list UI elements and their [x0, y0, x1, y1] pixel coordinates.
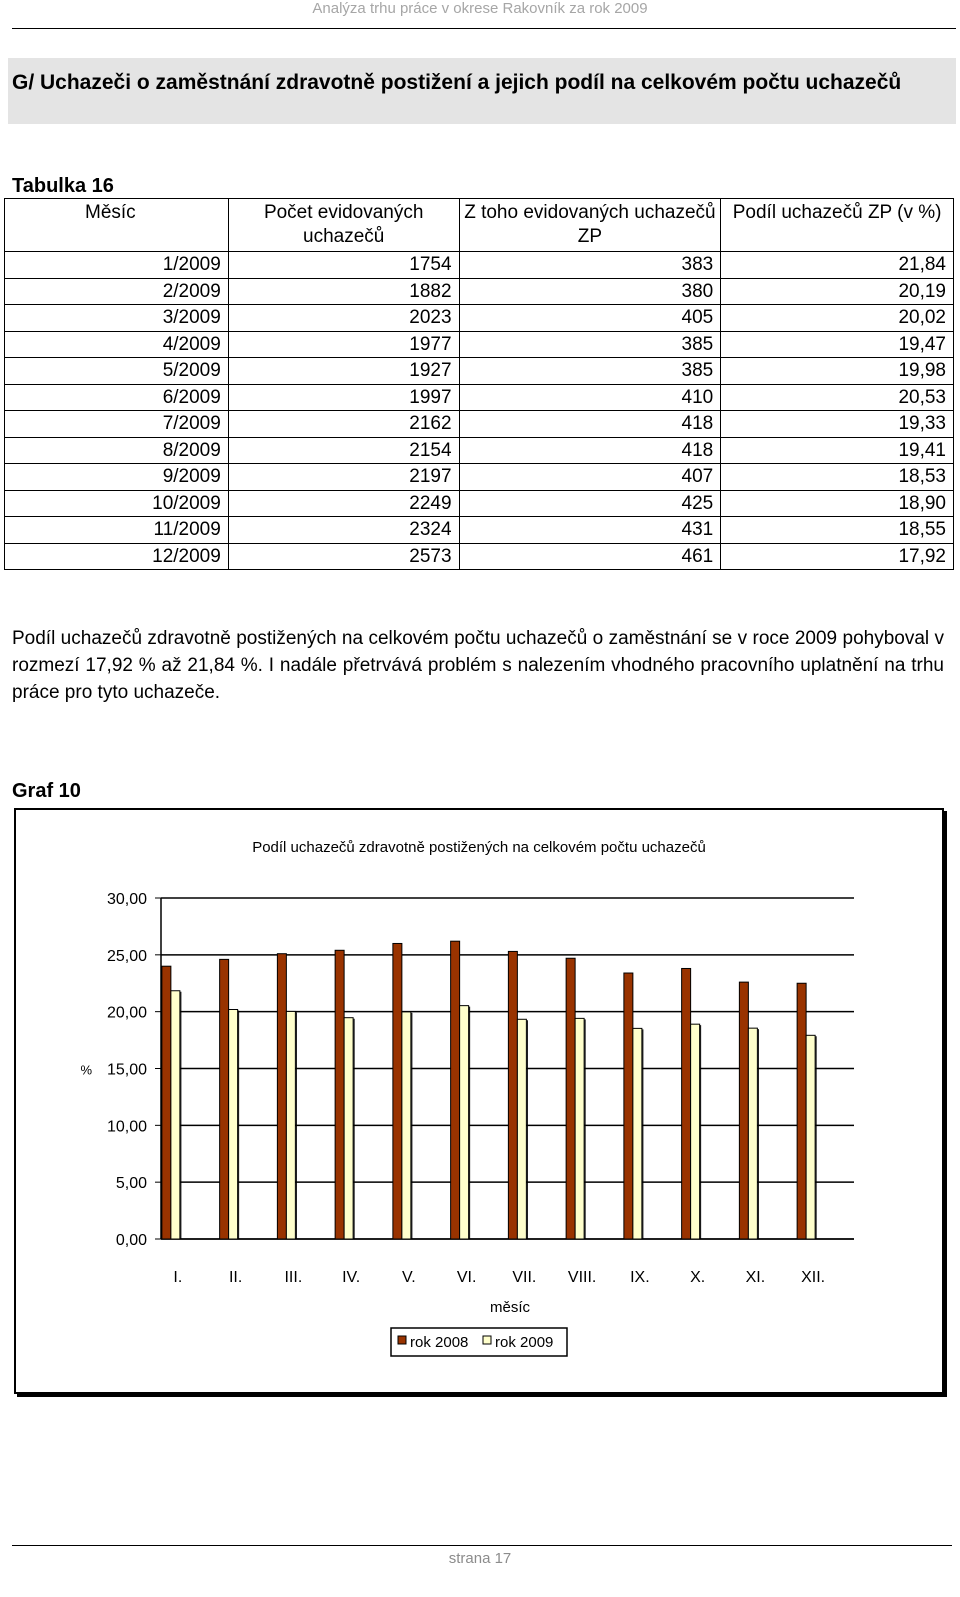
- bar-2008: [739, 982, 748, 1239]
- cell-zp: 405: [459, 305, 721, 332]
- x-tick-label: V.: [402, 1269, 416, 1286]
- bar-2009: [460, 1006, 469, 1239]
- cell-month: 12/2009: [5, 543, 229, 570]
- table-row: [5, 437, 954, 464]
- cell-share: 18,90: [721, 490, 954, 517]
- cell-registered: 1927: [228, 358, 459, 385]
- bar-2008: [508, 951, 517, 1239]
- bar-2009: [229, 1010, 238, 1239]
- bar-2009: [171, 991, 180, 1239]
- cell-zp: 385: [459, 331, 721, 358]
- cell-month: 9/2009: [5, 464, 229, 491]
- bar-2008: [682, 968, 691, 1239]
- legend-label: rok 2008: [410, 1334, 469, 1351]
- x-tick-label: IX.: [630, 1269, 650, 1286]
- bar-2008: [220, 959, 229, 1239]
- cell-share: 20,19: [721, 278, 954, 305]
- cell-share: 19,41: [721, 437, 954, 464]
- cell-zp: 425: [459, 490, 721, 517]
- x-tick-label: XII.: [801, 1269, 826, 1286]
- table-row: [5, 517, 954, 544]
- cell-registered: 2573: [228, 543, 459, 570]
- bar-chart: [16, 810, 942, 1392]
- table-row: [5, 278, 954, 305]
- table-row: [5, 331, 954, 358]
- x-tick-label: XI.: [745, 1269, 766, 1286]
- column-header-share: Podíl uchazečů ZP (v %): [721, 199, 954, 252]
- data-table: [4, 198, 954, 570]
- y-tick-label: 25,00: [106, 947, 147, 965]
- table-row: [5, 358, 954, 385]
- y-tick-label: 10,00: [106, 1118, 147, 1136]
- bar-2008: [451, 941, 460, 1239]
- table-row: [5, 543, 954, 570]
- table-caption: Tabulka 16: [12, 175, 114, 197]
- chart-caption: Graf 10: [12, 780, 81, 802]
- page-number: strana 17: [448, 1550, 512, 1567]
- cell-zp: 407: [459, 464, 721, 491]
- x-tick-label: III.: [284, 1269, 303, 1286]
- bar-2009: [517, 1019, 526, 1239]
- table-row: [5, 305, 954, 332]
- table-row: [5, 490, 954, 517]
- table-row: [5, 252, 954, 279]
- cell-zp: 380: [459, 278, 721, 305]
- table-row: [5, 464, 954, 491]
- cell-month: 1/2009: [5, 252, 229, 279]
- table-header-row: [5, 199, 954, 252]
- cell-month: 2/2009: [5, 278, 229, 305]
- bar-2008: [277, 954, 286, 1239]
- cell-registered: 1754: [228, 252, 459, 279]
- body-paragraph: Podíl uchazečů zdravotně postižených na celkovém počtu uchazečů o zaměstnání se v roce 2009 pohyboval v rozmezí 17,92 % až 21,84 %. I nadále přetrvává problém s nalezením vhodného pracovního uplatnění na trhu práce pro tyto uchazeče.: [12, 628, 944, 703]
- column-header-registered: Počet evidovaných uchazečů: [228, 199, 459, 252]
- cell-zp: 418: [459, 411, 721, 438]
- cell-zp: 461: [459, 543, 721, 570]
- bar-2009: [402, 1012, 411, 1239]
- table-row: [5, 384, 954, 411]
- cell-month: 4/2009: [5, 331, 229, 358]
- column-header-month: Měsíc: [5, 199, 229, 252]
- cell-zp: 410: [459, 384, 721, 411]
- x-axis-label: měsíc: [489, 1299, 531, 1316]
- section-title: G/ Uchazeči o zaměstnání zdravotně postižení a jejich podíl na celkovém počtu uchazečů: [12, 71, 902, 94]
- cell-share: 19,98: [721, 358, 954, 385]
- cell-share: 17,92: [721, 543, 954, 570]
- y-tick-label: 15,00: [106, 1061, 147, 1079]
- bar-2008: [566, 958, 575, 1239]
- table-row: [5, 411, 954, 438]
- cell-registered: 2023: [228, 305, 459, 332]
- cell-registered: 2324: [228, 517, 459, 544]
- y-tick-label: 30,00: [106, 891, 147, 908]
- bar-2008: [393, 943, 402, 1239]
- x-tick-label: VII.: [512, 1269, 537, 1286]
- cell-registered: 2162: [228, 411, 459, 438]
- chart-frame: [14, 808, 944, 1394]
- x-tick-label: VIII.: [567, 1269, 597, 1286]
- cell-share: 21,84: [721, 252, 954, 279]
- cell-share: 18,55: [721, 517, 954, 544]
- cell-zp: 383: [459, 252, 721, 279]
- bar-2009: [344, 1018, 353, 1239]
- cell-share: 20,53: [721, 384, 954, 411]
- y-axis-label: %: [80, 1062, 92, 1078]
- legend-swatch: [483, 1336, 491, 1344]
- chart-title: Podíl uchazečů zdravotně postižených na celkovém počtu uchazečů: [252, 839, 706, 856]
- cell-month: 10/2009: [5, 490, 229, 517]
- bar-2009: [286, 1011, 295, 1239]
- y-tick-label: 5,00: [115, 1175, 147, 1193]
- y-tick-label: 0,00: [115, 1232, 147, 1249]
- cell-month: 6/2009: [5, 384, 229, 411]
- cell-zp: 418: [459, 437, 721, 464]
- bar-2009: [748, 1028, 757, 1239]
- bar-2009: [806, 1035, 815, 1239]
- header-rule: [12, 28, 956, 29]
- cell-registered: 1882: [228, 278, 459, 305]
- x-tick-label: IV.: [342, 1269, 361, 1286]
- cell-registered: 2154: [228, 437, 459, 464]
- cell-registered: 2249: [228, 490, 459, 517]
- cell-share: 19,47: [721, 331, 954, 358]
- cell-share: 19,33: [721, 411, 954, 438]
- x-tick-label: I.: [173, 1269, 183, 1286]
- legend-label: rok 2009: [495, 1334, 554, 1351]
- bar-2008: [335, 950, 344, 1239]
- cell-zp: 385: [459, 358, 721, 385]
- x-tick-label: VI.: [456, 1269, 477, 1286]
- cell-share: 20,02: [721, 305, 954, 332]
- cell-registered: 1997: [228, 384, 459, 411]
- cell-month: 7/2009: [5, 411, 229, 438]
- cell-share: 18,53: [721, 464, 954, 491]
- bar-2009: [575, 1018, 584, 1239]
- cell-month: 5/2009: [5, 358, 229, 385]
- x-tick-label: X.: [690, 1269, 706, 1286]
- cell-zp: 431: [459, 517, 721, 544]
- cell-month: 3/2009: [5, 305, 229, 332]
- cell-registered: 2197: [228, 464, 459, 491]
- bar-2008: [162, 966, 171, 1239]
- bar-2008: [624, 973, 633, 1239]
- y-tick-label: 20,00: [106, 1004, 147, 1022]
- cell-registered: 1977: [228, 331, 459, 358]
- bar-2009: [691, 1024, 700, 1239]
- cell-month: 11/2009: [5, 517, 229, 544]
- running-header: Analýza trhu práce v okrese Rakovník za rok 2009: [312, 0, 648, 17]
- cell-month: 8/2009: [5, 437, 229, 464]
- bar-2008: [797, 983, 806, 1239]
- bar-2009: [633, 1028, 642, 1239]
- legend-swatch: [398, 1336, 406, 1344]
- x-tick-label: II.: [228, 1269, 243, 1286]
- footer-rule: [12, 1545, 952, 1546]
- column-header-zp: Z toho evidovaných uchazečů ZP: [459, 199, 721, 252]
